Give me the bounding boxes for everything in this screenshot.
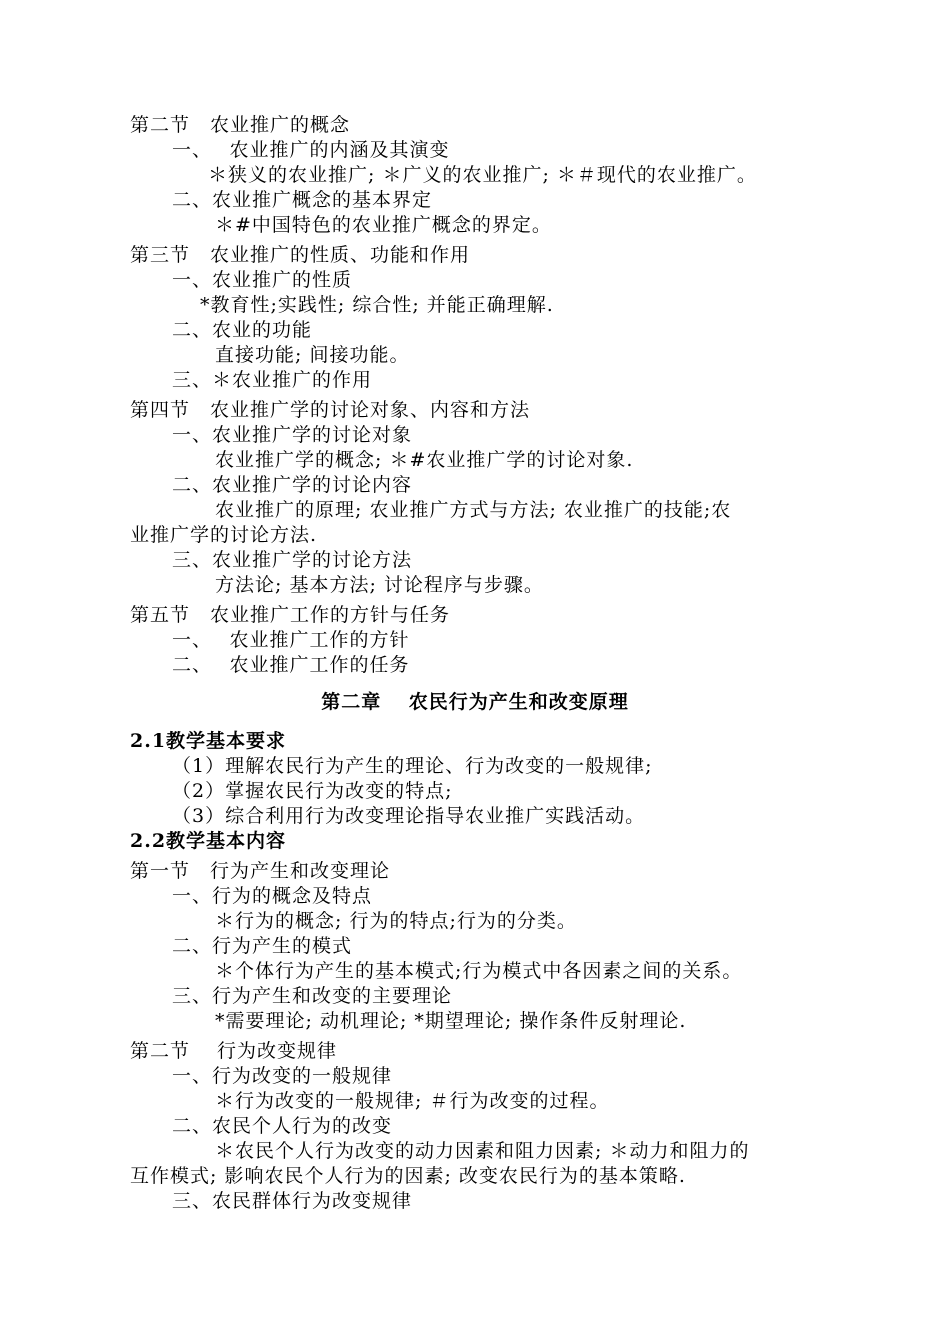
subsection-heading: 二、农业推广学的讨论内容: [172, 474, 413, 496]
content-line: 直接功能; 间接功能。: [215, 344, 410, 366]
section-heading: 第二节 农业推广的概念: [130, 114, 351, 136]
section-heading: 第五节 农业推广工作的方针与任务: [130, 604, 451, 626]
subsection-heading: 一、农业推广的性质: [172, 269, 353, 291]
subsection-heading: 三、行为产生和改变的主要理论: [172, 985, 453, 1007]
subsection-heading: 二、农民个人行为的改变: [172, 1115, 393, 1137]
subsection-heading: 一、行为改变的一般规律: [172, 1065, 393, 1087]
section-heading: 第四节 农业推广学的讨论对象、内容和方法: [130, 399, 531, 421]
content-line: 方法论; 基本方法; 讨论程序与步骤。: [215, 574, 544, 596]
content-line: 农业推广的原理; 农业推广方式与方法; 农业推广的技能;农: [215, 499, 732, 521]
section-heading: 第一节 行为产生和改变理论: [130, 860, 391, 882]
contents-heading: 2.2教学基本内容: [130, 830, 287, 852]
subsection-heading: 二、农业的功能: [172, 319, 313, 341]
content-line: ＊#中国特色的农业推广概念的界定。: [215, 214, 552, 236]
requirements-heading: 2.1教学基本要求: [130, 730, 287, 752]
subsection-heading: 一、 农业推广工作的方针: [172, 629, 410, 651]
content-line: ＊个体行为产生的基本模式;行为模式中各因素之间的关系。: [215, 960, 743, 982]
subsection-heading: 二、农业推广概念的基本界定: [172, 189, 433, 211]
subsection-heading: 三、农民群体行为改变规律: [172, 1190, 413, 1212]
subsection-heading: 三、＊农业推广的作用: [172, 369, 373, 391]
section-heading: 第三节 农业推广的性质、功能和作用: [130, 244, 471, 266]
content-line: *教育性;实践性; 综合性; 并能正确理解.: [200, 294, 554, 316]
content-line: ＊农民个人行为改变的动力因素和阻力因素; ＊动力和阻力的: [215, 1140, 750, 1162]
subsection-heading: 三、农业推广学的讨论方法: [172, 549, 413, 571]
chapter-title: 第二章 农民行为产生和改变原理: [321, 691, 629, 713]
content-line: 业推广学的讨论方法.: [130, 524, 318, 546]
content-line: （2）掌握农民行为改变的特点;: [172, 780, 453, 802]
content-line: （3）综合利用行为改变理论指导农业推广实践活动。: [172, 805, 646, 827]
subsection-heading: 一、农业推广学的讨论对象: [172, 424, 413, 446]
section-heading: 第二节 行为改变规律: [130, 1040, 338, 1062]
content-line: *需要理论; 动机理论; *期望理论; 操作条件反射理论.: [215, 1010, 687, 1032]
content-line: ＊行为的概念; 行为的特点;行为的分类。: [215, 910, 577, 932]
content-line: （1）理解农民行为产生的理论、行为改变的一般规律;: [172, 755, 653, 777]
content-line: ＊狭义的农业推广; ＊广义的农业推广; ＊＃现代的农业推广。: [208, 164, 757, 186]
content-line: 互作模式; 影响农民个人行为的因素; 改变农民行为的基本策略.: [130, 1165, 686, 1187]
subsection-heading: 一、行为的概念及特点: [172, 885, 373, 907]
subsection-heading: 二、行为产生的模式: [172, 935, 353, 957]
subsection-heading: 一、 农业推广的内涵及其演变: [172, 139, 450, 161]
subsection-heading: 二、 农业推广工作的任务: [172, 654, 410, 676]
content-line: 农业推广学的概念; ＊#农业推广学的讨论对象.: [215, 449, 634, 471]
content-line: ＊行为改变的一般规律; ＃行为改变的过程。: [215, 1090, 610, 1112]
